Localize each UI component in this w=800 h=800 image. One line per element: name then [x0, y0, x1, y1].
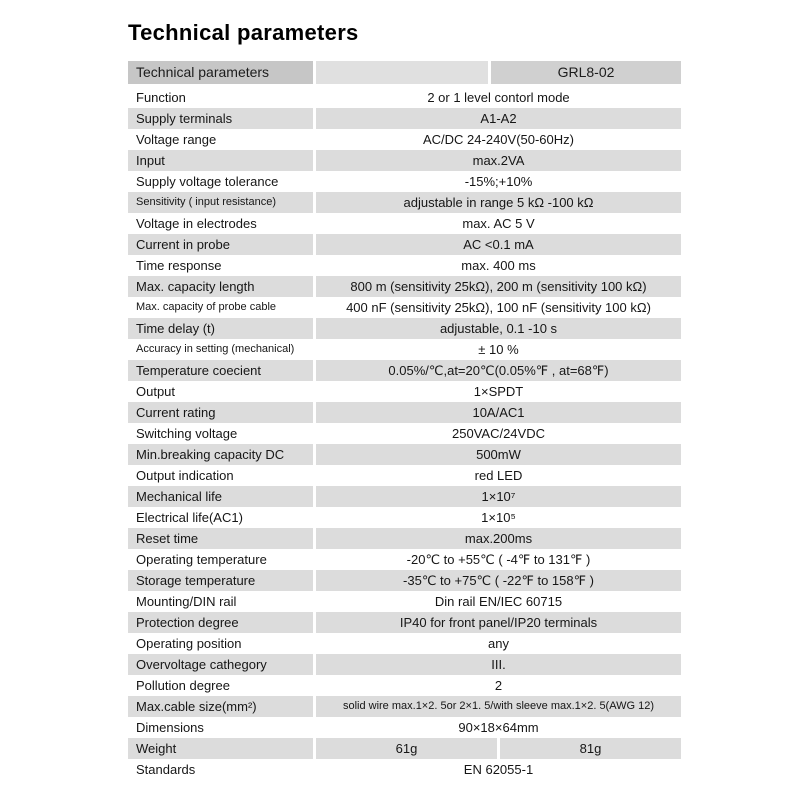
table-row: [128, 318, 681, 339]
param-label: Pollution degree: [136, 678, 230, 693]
param-label: Max.cable size(mm²): [128, 696, 313, 717]
param-value: max. 400 ms: [461, 258, 536, 273]
table-row: [128, 213, 681, 234]
param-label: Standards: [136, 762, 196, 777]
table-row: [128, 717, 681, 738]
param-label: Current in probe: [128, 234, 313, 255]
param-label: Reset time: [128, 528, 313, 549]
table-row: [128, 297, 681, 318]
param-value: 81g: [500, 738, 681, 759]
param-label: Mechanical life: [128, 486, 313, 507]
param-label: Accuracy in setting (mechanical): [136, 343, 295, 355]
param-label: Electrical life(AC1): [136, 510, 243, 525]
table-row: [128, 759, 681, 780]
param-value: EN 62055-1: [463, 762, 534, 777]
table-row: [128, 591, 681, 612]
param-label: Max. capacity length: [128, 276, 313, 297]
table-row: [128, 675, 681, 696]
table-row: [128, 234, 681, 255]
param-label: Sensitivity ( input resistance): [128, 192, 313, 213]
param-label: Max. capacity of probe cable: [136, 301, 277, 313]
table-body: [128, 87, 681, 780]
param-label: Operating position: [136, 636, 242, 651]
param-value: ± 10 %: [478, 342, 519, 357]
param-value: 800 m (sensitivity 25kΩ), 200 m (sensitivity 100 kΩ): [316, 276, 681, 297]
param-label: Storage temperature: [128, 570, 313, 591]
param-label: Time response: [136, 258, 222, 273]
table-row: [128, 255, 681, 276]
param-value: adjustable in range 5 kΩ -100 kΩ: [316, 192, 681, 213]
param-value: any: [488, 636, 509, 651]
param-value: III.: [316, 654, 681, 675]
param-value: max. AC 5 V: [462, 216, 535, 231]
table-row: [128, 87, 681, 108]
param-value: 400 nF (sensitivity 25kΩ), 100 nF (sensitivity 100 kΩ): [346, 300, 651, 315]
table-header-title: Technical parameters: [128, 61, 313, 84]
param-value: Din rail EN/IEC 60715: [434, 594, 563, 609]
table-row: [128, 171, 681, 192]
table-row: [128, 507, 681, 528]
table-row: [128, 549, 681, 570]
param-value: 2 or 1 level contorl mode: [427, 90, 570, 105]
param-label: Supply terminals: [128, 108, 313, 129]
param-label: Function: [136, 90, 186, 105]
table-header-model: GRL8-02: [491, 61, 681, 84]
param-value: red LED: [474, 468, 523, 483]
param-value: solid wire max.1×2. 5or 2×1. 5/with sleeve max.1×2. 5(AWG 12): [316, 696, 681, 717]
param-value: 500mW: [316, 444, 681, 465]
param-label: Output: [136, 384, 176, 399]
param-value: 2: [494, 678, 503, 693]
table-row: [128, 339, 681, 360]
table-header-row: [128, 61, 681, 84]
param-value: -20℃ to +55℃ ( -4℉ to 131℉ ): [406, 552, 591, 567]
param-value: 1×10⁷: [316, 486, 681, 507]
table-row: [128, 612, 681, 633]
param-value: IP40 for front panel/IP20 terminals: [316, 612, 681, 633]
page-title: Technical parameters: [128, 20, 359, 45]
param-label: Supply voltage tolerance: [136, 174, 279, 189]
param-label: Min.breaking capacity DC: [128, 444, 313, 465]
table-row: [128, 633, 681, 654]
table-row: [128, 381, 681, 402]
param-value: AC/DC 24-240V(50-60Hz): [422, 132, 574, 147]
param-value: -15%;+10%: [464, 174, 533, 189]
table-row: [128, 696, 681, 717]
param-value: 1×SPDT: [473, 384, 524, 399]
param-label: Weight: [128, 738, 313, 759]
table-row: [128, 276, 681, 297]
table-row: [128, 654, 681, 675]
table-row: [128, 192, 681, 213]
table-row: [128, 423, 681, 444]
param-value: 250VAC/24VDC: [452, 426, 545, 441]
param-value: 1×10⁵: [481, 510, 516, 525]
table-row: [128, 444, 681, 465]
param-label: Temperature coecient: [128, 360, 313, 381]
table-header-spacer: [316, 61, 488, 84]
param-label: Voltage range: [136, 132, 217, 147]
param-label: Overvoltage cathegory: [128, 654, 313, 675]
table-row: [128, 129, 681, 150]
table-row: [128, 402, 681, 423]
param-value: A1-A2: [316, 108, 681, 129]
param-value: -35℃ to +75℃ ( -22℉ to 158℉ ): [316, 570, 681, 591]
table-row: [128, 570, 681, 591]
param-value: 0.05%/℃,at=20℃(0.05%℉ , at=68℉): [316, 360, 681, 381]
param-label: Mounting/DIN rail: [136, 594, 237, 609]
table-row: [128, 360, 681, 381]
param-label: Time delay (t): [128, 318, 313, 339]
param-label: Voltage in electrodes: [136, 216, 257, 231]
technical-parameters-table: [128, 61, 681, 780]
param-value: max.200ms: [316, 528, 681, 549]
param-value: AC <0.1 mA: [316, 234, 681, 255]
param-label: Current rating: [128, 402, 313, 423]
table-row: [128, 150, 681, 171]
param-value: 90×18×64mm: [458, 720, 539, 735]
table-row: [128, 465, 681, 486]
param-value: max.2VA: [316, 150, 681, 171]
table-row: [128, 738, 681, 759]
param-value: adjustable, 0.1 -10 s: [316, 318, 681, 339]
param-label: Input: [128, 150, 313, 171]
param-label: Protection degree: [128, 612, 313, 633]
param-label: Output indication: [136, 468, 234, 483]
param-label: Dimensions: [136, 720, 204, 735]
param-label: Operating temperature: [136, 552, 267, 567]
param-label: Switching voltage: [136, 426, 238, 441]
table-row: [128, 108, 681, 129]
param-value: 10A/AC1: [316, 402, 681, 423]
param-value: 61g: [316, 738, 497, 759]
table-row: [128, 486, 681, 507]
table-row: [128, 528, 681, 549]
